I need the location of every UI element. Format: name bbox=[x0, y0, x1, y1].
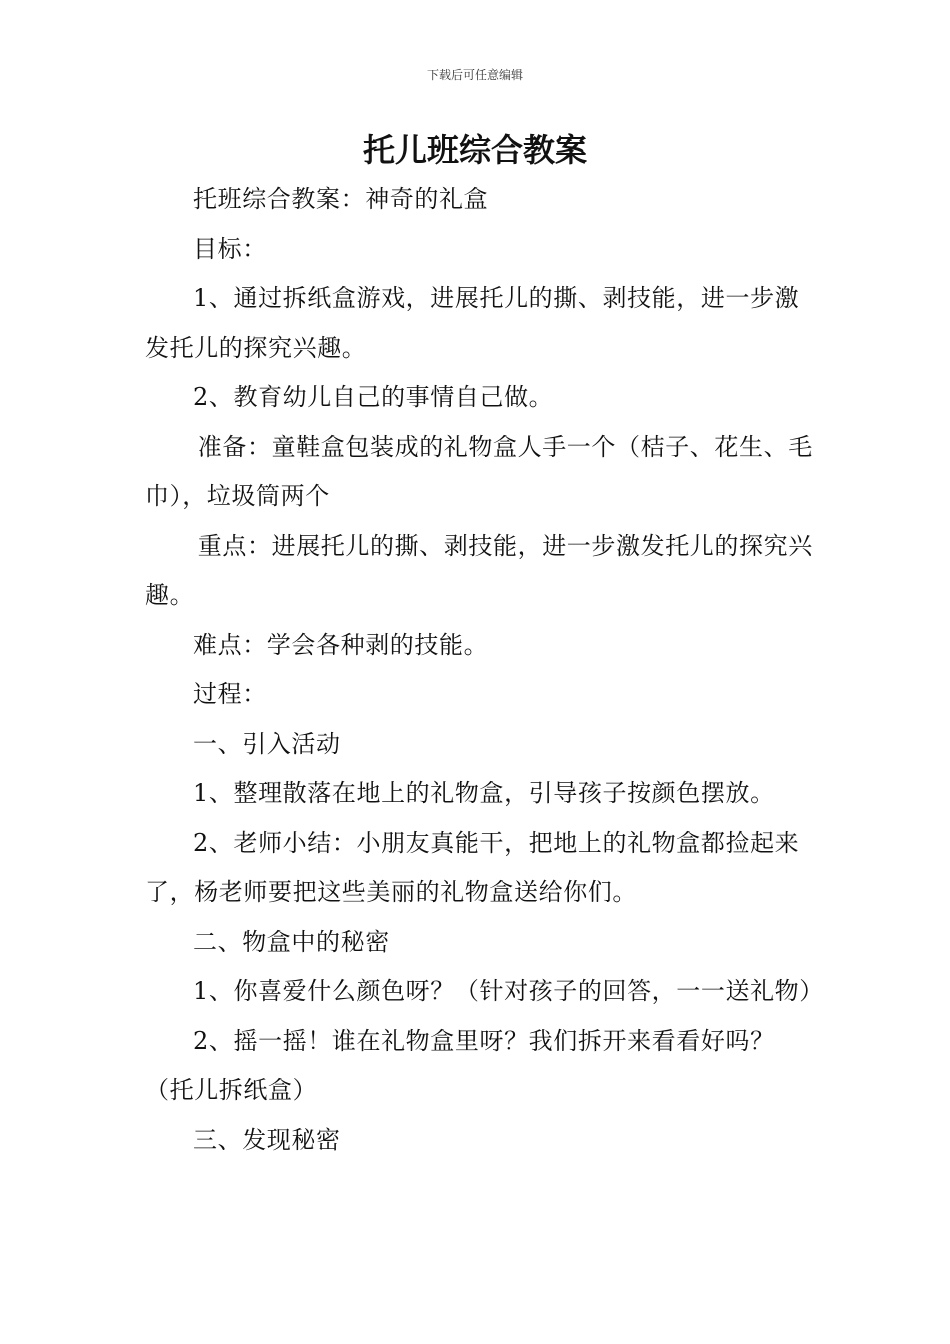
paragraph: 重点：进展托儿的撕、剥技能，进一步激发托儿的探究兴趣。 bbox=[145, 531, 813, 609]
document-title: 托儿班综合教案 bbox=[362, 131, 587, 169]
paragraph: 一、引入活动 bbox=[193, 729, 341, 758]
paragraph: 1、通过拆纸盒游戏，进展托儿的撕、剥技能，进一步激发托儿的探究兴趣。 bbox=[145, 284, 800, 362]
paragraph: 2、老师小结：小朋友真能干，把地上的礼物盒都捡起来了，杨老师要把这些美丽的礼物盒送给你们。 bbox=[145, 828, 800, 906]
paragraph: 1、整理散落在地上的礼物盒，引导孩子按颜色摆放。 bbox=[193, 779, 775, 807]
paragraph: 过程： bbox=[193, 680, 267, 708]
paragraph: 托班综合教案：神奇的礼盒 bbox=[193, 185, 489, 213]
document-body bbox=[145, 175, 824, 1165]
paragraph: 目标： bbox=[193, 234, 267, 263]
paragraph: 2、摇一摇！谁在礼物盒里呀？我们拆开来看看好吗？（托儿拆纸盒） bbox=[145, 1026, 775, 1104]
paragraph: 三、发现秘密 bbox=[193, 1125, 341, 1154]
paragraph: 1、你喜爱什么颜色呀？（针对孩子的回答，一一送礼物） bbox=[193, 977, 824, 1005]
paragraph: 难点：学会各种剥的技能。 bbox=[193, 630, 489, 659]
paragraph: 2、教育幼儿自己的事情自己做。 bbox=[193, 383, 554, 411]
paragraph: 准备：童鞋盒包装成的礼物盒人手一个（桔子、花生、毛巾），垃圾筒两个 bbox=[145, 432, 813, 510]
page-header-note: 下载后可任意编辑 bbox=[426, 68, 523, 82]
paragraph: 二、物盒中的秘密 bbox=[193, 927, 390, 956]
